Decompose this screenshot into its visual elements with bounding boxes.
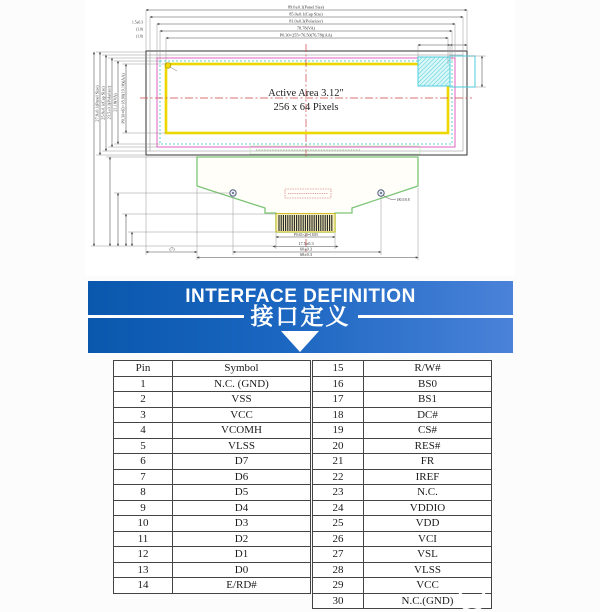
banner-subtitle: 接口定义 bbox=[250, 303, 351, 329]
pin-table-row bbox=[114, 407, 311, 423]
pin-table-cell: 4 bbox=[114, 423, 173, 439]
pin-table-cell: D2 bbox=[173, 531, 311, 547]
pin-table-left bbox=[113, 360, 311, 594]
pin-table-cell: VSL bbox=[364, 547, 492, 563]
pin-table-cell: R/W# bbox=[364, 361, 492, 377]
dim-label-fpc-width: 68±0.3 bbox=[299, 252, 313, 258]
pin-table-cell: 18 bbox=[313, 407, 364, 423]
pin-table-cell: RES# bbox=[364, 438, 492, 454]
pin-table-cell: VDDIO bbox=[364, 500, 492, 516]
dim-label-edge-3: (1.0) bbox=[136, 34, 143, 39]
hole-diameter-label: Ø0.5/0.8 bbox=[397, 198, 410, 202]
pin-table-header-row bbox=[114, 361, 311, 377]
pin-table-cell: VSS bbox=[173, 392, 311, 408]
pin-table-cell: 29 bbox=[313, 578, 364, 594]
pin-table-cell: VDD bbox=[364, 516, 492, 532]
dim-label-pin-pitch: P0.65×29=18.85 bbox=[293, 232, 319, 237]
pin-table-row bbox=[313, 469, 492, 485]
pin-table-cell: VCOMH bbox=[173, 423, 311, 439]
pin-table-cell: 26 bbox=[313, 531, 364, 547]
pin-table-row bbox=[313, 500, 492, 516]
pin-table-cell: 8 bbox=[114, 485, 173, 501]
pin-table-cell: 15 bbox=[313, 361, 364, 377]
pin-table-cell: BS1 bbox=[364, 392, 492, 408]
pin-table-cell: 24 bbox=[313, 500, 364, 516]
pin-table-row bbox=[114, 392, 311, 408]
pin-table-cell: D1 bbox=[173, 547, 311, 563]
pin-table-cell: 10 bbox=[114, 516, 173, 532]
pin-table-cell: DC# bbox=[364, 407, 492, 423]
pin-table-cell: 16 bbox=[313, 376, 364, 392]
dim-label-polarizer-h: 23.5±0.3(Polarizer) bbox=[106, 85, 112, 120]
pin-table-row bbox=[313, 407, 492, 423]
pin-table-cell: 5 bbox=[114, 438, 173, 454]
dim-label-polarizer-w: 81.0±0.3(Polarizer) bbox=[289, 18, 323, 24]
pin-table-row bbox=[313, 454, 492, 470]
dim-label-va-w: 78.78(VA) bbox=[296, 25, 316, 31]
pin-table-cell: N.C.(GND) bbox=[364, 593, 492, 609]
pin-table-row bbox=[313, 516, 492, 532]
pin-table-row bbox=[114, 500, 311, 516]
dim-label-panel-size-h: 27.8±0.1(Panel Size) bbox=[94, 85, 100, 122]
pin-table-cell: 3 bbox=[114, 407, 173, 423]
pin-table-cell: 17 bbox=[313, 392, 364, 408]
pin-table-cell: VCC bbox=[364, 578, 492, 594]
pin-table-row bbox=[114, 547, 311, 563]
dim-label-hole-span: 60±0.3 bbox=[299, 246, 313, 252]
pin-table-row bbox=[114, 562, 311, 578]
pin-table-cell: 20 bbox=[313, 438, 364, 454]
pin-table-cell: BS0 bbox=[364, 376, 492, 392]
pin-table-row bbox=[313, 485, 492, 501]
pin-table-row bbox=[114, 454, 311, 470]
pin-table-cell: 22 bbox=[313, 469, 364, 485]
pin-table-cell: 6 bbox=[114, 454, 173, 470]
pin-table-cell: 21 bbox=[313, 454, 364, 470]
pin-table-cell: VLSS bbox=[173, 438, 311, 454]
pin-table-cell: 30 bbox=[313, 593, 364, 609]
pin-table-cell: 13 bbox=[114, 562, 173, 578]
pin-table-row bbox=[313, 376, 492, 392]
dim-label-edge-2: (1.0) bbox=[136, 27, 143, 32]
pin-table-row bbox=[114, 578, 311, 594]
mounting-hole-right-center bbox=[380, 192, 382, 194]
pin-table-cell: 23 bbox=[313, 485, 364, 501]
pin-table-cell: VCI bbox=[364, 531, 492, 547]
pin-table-row bbox=[114, 516, 311, 532]
interface-banner bbox=[88, 281, 513, 353]
dim-label-offset: (7) bbox=[169, 246, 175, 252]
pin-table-row bbox=[114, 485, 311, 501]
pin-table-cell: VCC bbox=[173, 407, 311, 423]
pin-table-row bbox=[313, 531, 492, 547]
pin-table-cell: 27 bbox=[313, 547, 364, 563]
pin-table-cell: FR bbox=[364, 454, 492, 470]
pin-table-cell: D3 bbox=[173, 516, 311, 532]
hatched-region bbox=[418, 57, 450, 86]
dim-label-va-h: 21.18(VA) bbox=[112, 93, 118, 112]
pin-table-cell: D0 bbox=[173, 562, 311, 578]
pin-table-row bbox=[313, 361, 492, 377]
pin-header-cell: Pin bbox=[114, 361, 173, 377]
pin-table-cell: 2 bbox=[114, 392, 173, 408]
pin-table-row bbox=[313, 423, 492, 439]
pin-table-cell: 1 bbox=[114, 376, 173, 392]
pin-table-cell: IREF bbox=[364, 469, 492, 485]
pin-table-row bbox=[114, 469, 311, 485]
pin-table-row bbox=[114, 423, 311, 439]
pin-table-cell: D7 bbox=[173, 454, 311, 470]
pin-table-cell: D4 bbox=[173, 500, 311, 516]
pin-table-row bbox=[313, 392, 492, 408]
pin-table-row bbox=[313, 562, 492, 578]
pin-table-cell: E/RD# bbox=[173, 578, 311, 594]
active-area-label-line2: 256 x 64 Pixels bbox=[273, 102, 339, 113]
pin-table-row bbox=[313, 547, 492, 563]
pin-table-cell: 19 bbox=[313, 423, 364, 439]
pin-table-right bbox=[312, 360, 492, 609]
watermark-dot bbox=[448, 585, 455, 592]
pin-table-row bbox=[114, 376, 311, 392]
dim-label-panel-size-w: 89.0±0.1(Panel Size) bbox=[287, 4, 325, 10]
pin-table-row bbox=[114, 531, 311, 547]
pin-table-row bbox=[114, 438, 311, 454]
pin-table-cell: 7 bbox=[114, 469, 173, 485]
pin-table-cell: 28 bbox=[313, 562, 364, 578]
active-area-label-line1: Active Area 3.12" bbox=[268, 88, 344, 99]
pin-table-cell: VLSS bbox=[364, 562, 492, 578]
pin-table-row bbox=[313, 438, 492, 454]
dim-label-cap-size-w: 85.0±0.1(Cap Size) bbox=[289, 11, 323, 17]
pin-table-cell: D5 bbox=[173, 485, 311, 501]
banner-title: INTERFACE DEFINITION bbox=[185, 286, 416, 307]
dim-label-connector-width: 17.5±0.3 bbox=[298, 241, 314, 247]
pin-table-cell: N.C. bbox=[364, 485, 492, 501]
pin-table-cell: 9 bbox=[114, 500, 173, 516]
pin-table-cell: 25 bbox=[313, 516, 364, 532]
dim-label-aa-h: P0.30×63=18.90(19.18)(AA) bbox=[120, 73, 126, 124]
pin-table-cell: D6 bbox=[173, 469, 311, 485]
dim-label-cap-size-h: 25.8±0.1(Cap Size) bbox=[100, 86, 106, 120]
dim-label-edge-1: 1.5±0.3 bbox=[132, 20, 143, 25]
symbol-header-cell: Symbol bbox=[173, 361, 311, 377]
pin-table-cell: 14 bbox=[114, 578, 173, 594]
mounting-hole-left-center bbox=[232, 192, 234, 194]
pin-table-cell: N.C. (GND) bbox=[173, 376, 311, 392]
mechanical-drawing bbox=[0, 0, 600, 276]
dim-label-aa-w: P0.30×255=76.50(76.78)(AA) bbox=[279, 32, 333, 38]
pin-table-cell: 11 bbox=[114, 531, 173, 547]
down-triangle-icon bbox=[281, 331, 319, 352]
watermark-lens-icon bbox=[458, 584, 486, 612]
pin-table-cell: 12 bbox=[114, 547, 173, 563]
pin-table-cell: CS# bbox=[364, 423, 492, 439]
